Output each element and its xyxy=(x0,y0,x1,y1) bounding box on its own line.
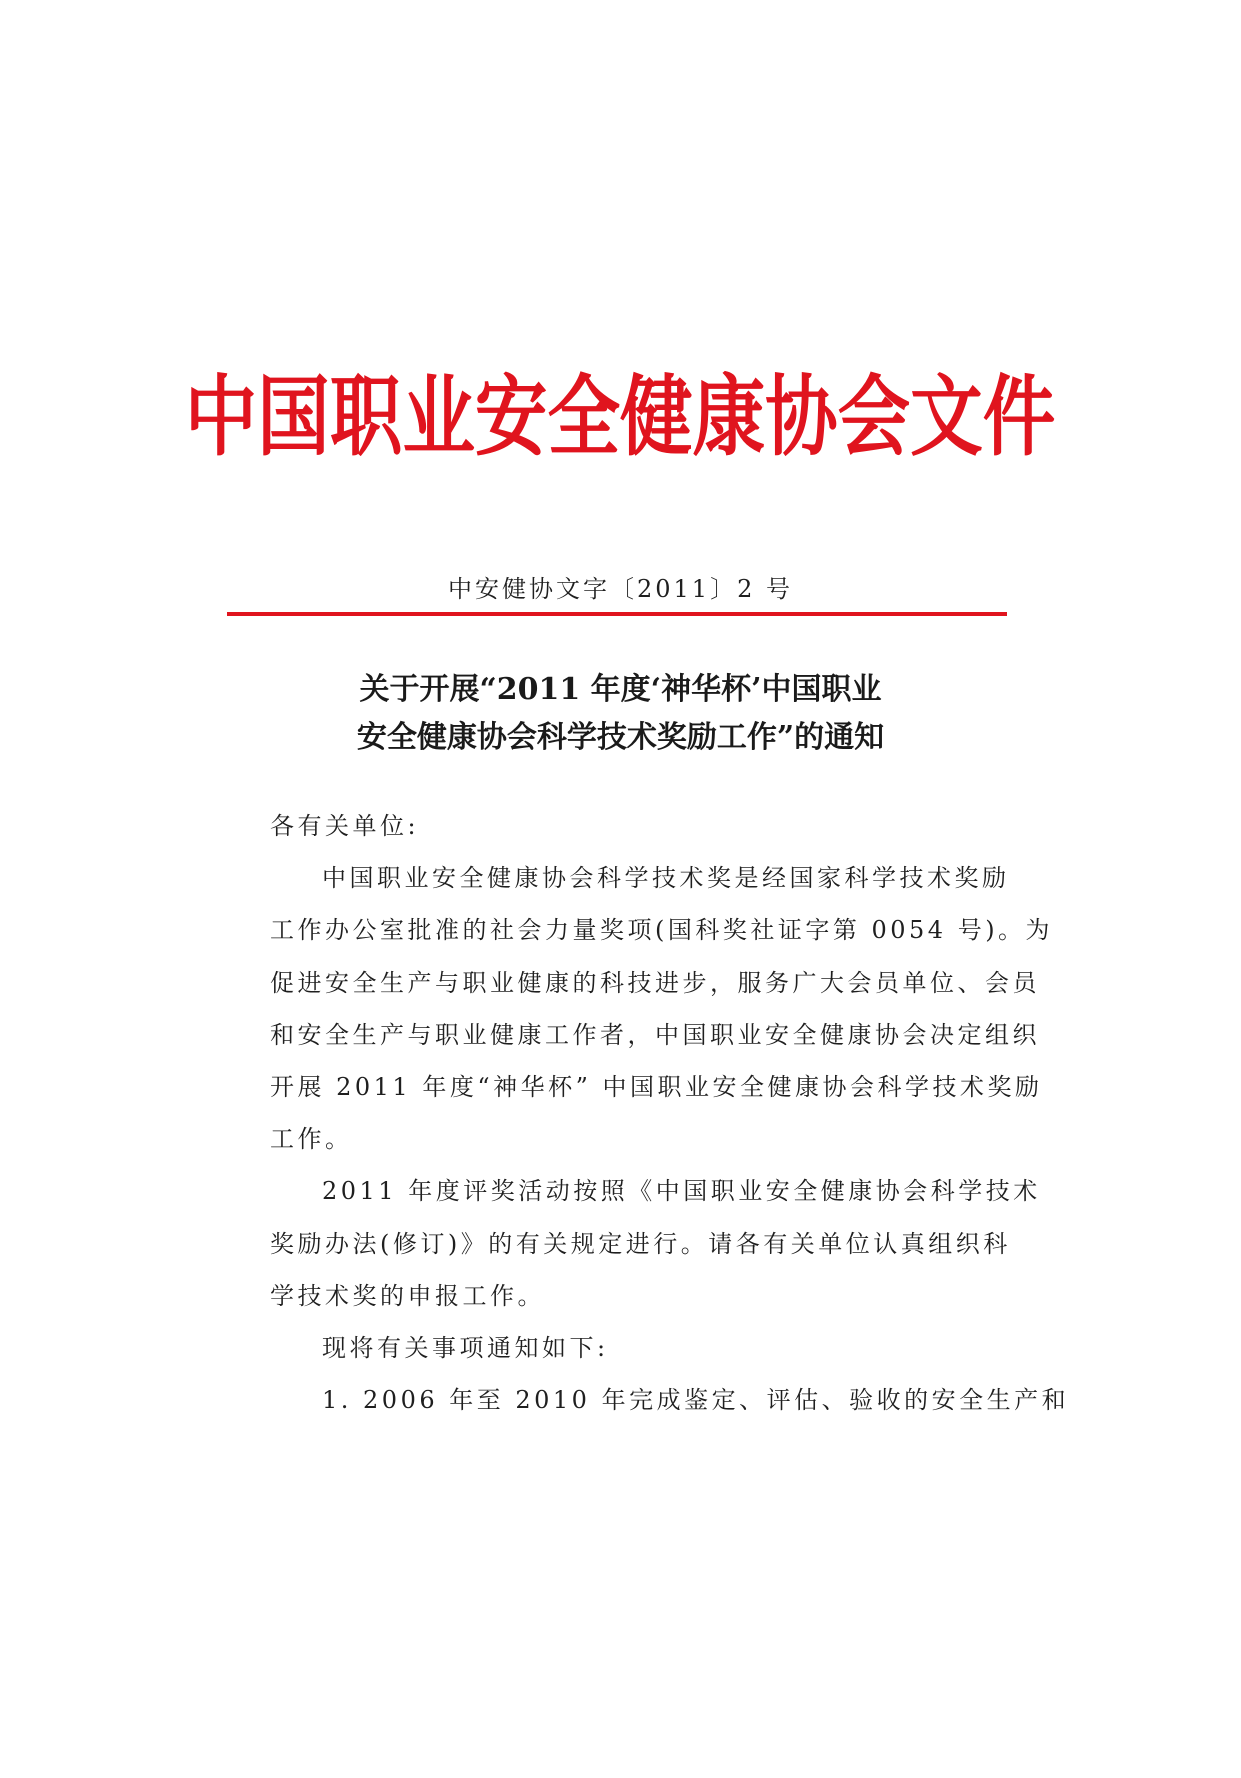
document-number: 中安健协文字〔2011〕2 号 xyxy=(448,575,793,603)
subject-line-1: 关于开展“2011 年度‘神华杯’中国职业 xyxy=(359,672,882,707)
body-line: 现将有关事项通知如下: xyxy=(322,1333,609,1362)
document-subject xyxy=(0,666,1241,762)
body-line: 1. 2006 年至 2010 年完成鉴定、评估、验收的安全生产和 xyxy=(322,1386,1070,1415)
body-line: 中国职业安全健康协会科学技术奖是经国家科学技术奖励 xyxy=(322,864,1010,893)
salutation: 各有关单位: xyxy=(270,812,420,840)
body-line: 和安全生产与职业健康工作者，中国职业安全健康协会决定组织 xyxy=(270,1020,1040,1049)
body-line: 工作。 xyxy=(270,1125,353,1154)
document-body xyxy=(270,800,1070,1426)
subject-line-2: 安全健康协会科学技术奖励工作”的通知 xyxy=(356,720,885,755)
body-line: 工作办公室批准的社会力量奖项(国科奖社证字第 0054 号)。为 xyxy=(270,916,1054,945)
body-line: 奖励办法(修订)》的有关规定进行。请各有关单位认真组织科 xyxy=(270,1229,1011,1258)
body-line: 开展 2011 年度“神华杯” 中国职业安全健康协会科学技术奖励 xyxy=(270,1072,1043,1101)
body-line: 2011 年度评奖活动按照《中国职业安全健康协会科学技术 xyxy=(322,1177,1041,1206)
body-line: 促进安全生产与职业健康的科技进步，服务广大会员单位、会员 xyxy=(270,968,1040,997)
red-divider-rule xyxy=(227,612,1007,616)
issuer-header xyxy=(0,368,1241,468)
issuer-header-text: 中国职业安全健康协会文件 xyxy=(185,367,1056,469)
body-line: 学技术奖的申报工作。 xyxy=(270,1281,545,1310)
